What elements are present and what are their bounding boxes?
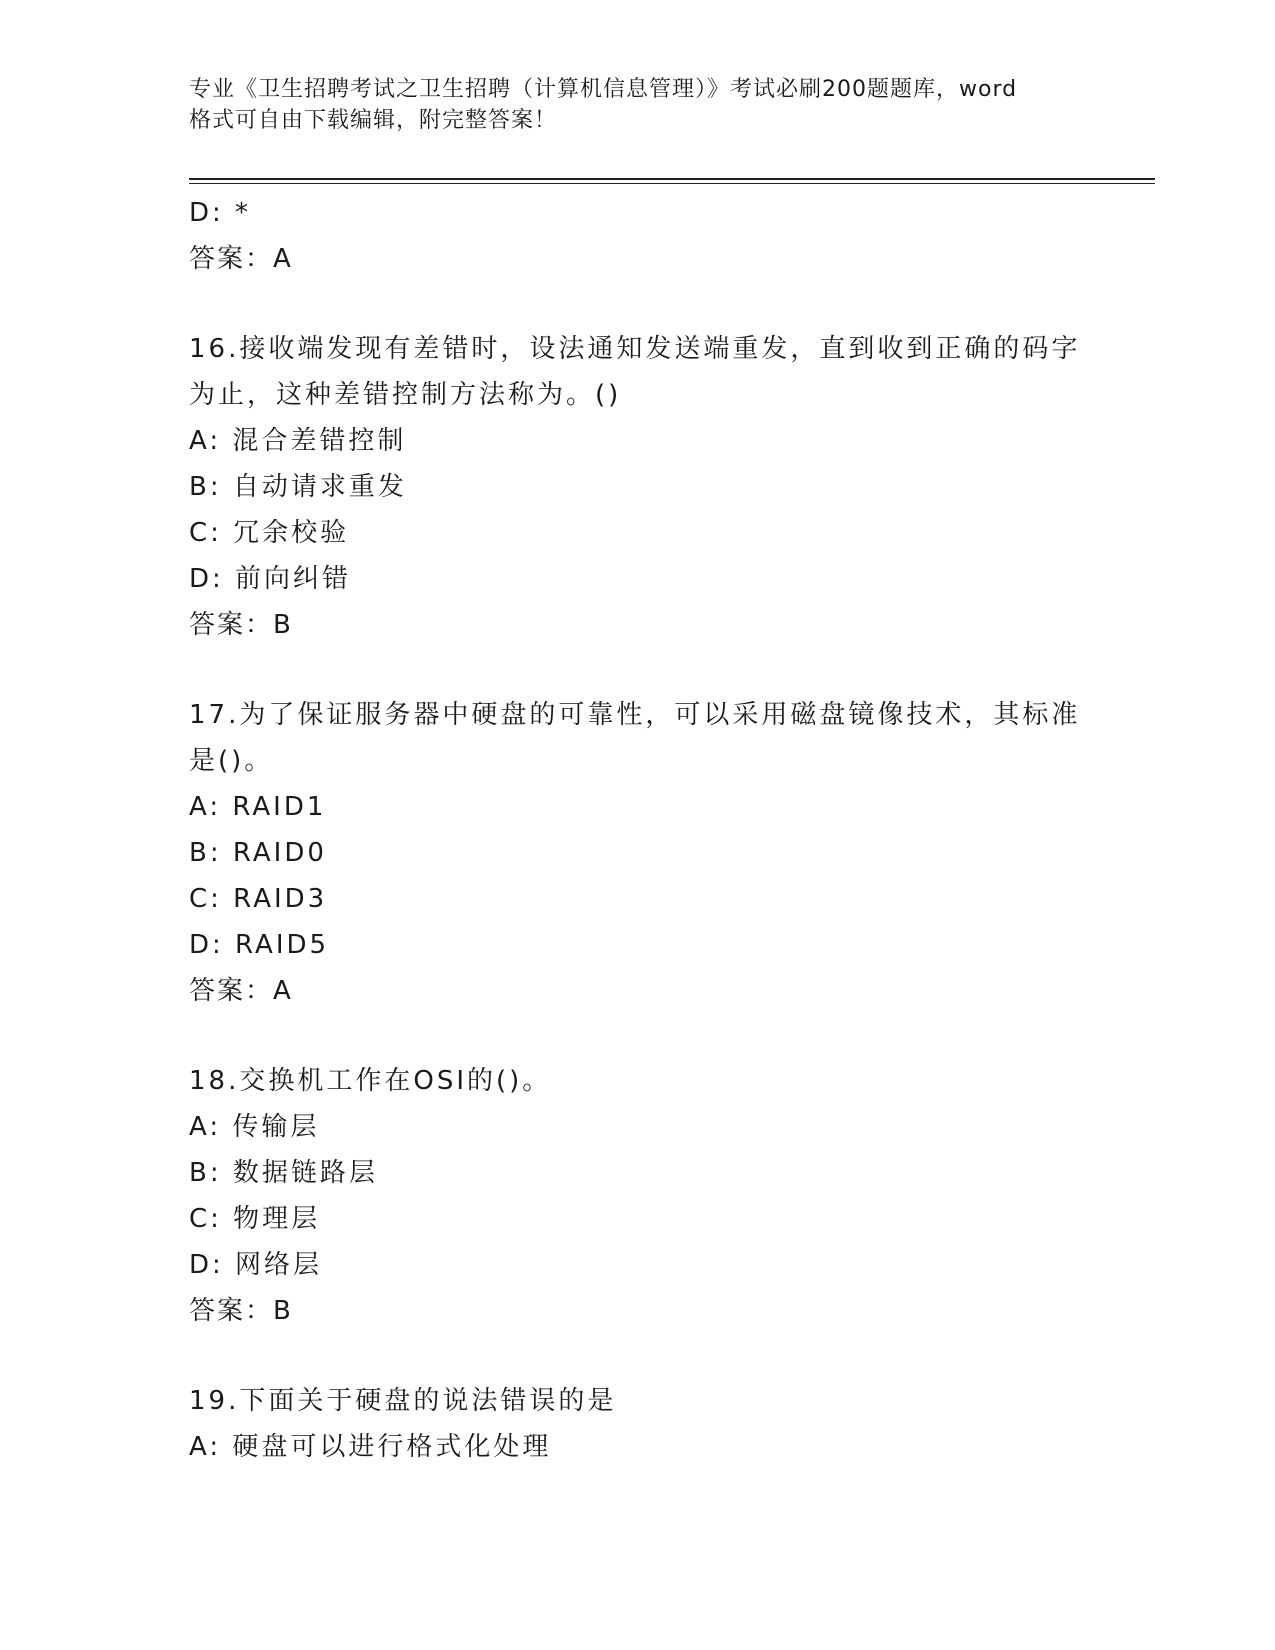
header-title-line-1: 专业《卫生招聘考试之卫生招聘（计算机信息管理）》考试必刷200题题库，word [189,77,1018,102]
question-block-19 [189,1378,1089,1470]
question-text-line-1: 16.接收端发现有差错时，设法通知发送端重发，直到收到正确的码字 [189,334,1081,364]
question-block-17 [189,692,1089,1014]
option-b: B: 数据链路层 [189,1158,378,1188]
question-text-line-2: 是()。 [189,746,274,776]
question-text-line-2: 为止，这种差错控制方法称为。() [189,380,622,410]
question-text-line-1: 19.下面关于硬盘的说法错误的是 [189,1386,617,1416]
option-d: D: 前向纠错 [189,564,352,594]
question-text-line-1: 18.交换机工作在OSI的()。 [189,1066,552,1096]
option-a: A: RAID1 [189,792,327,822]
answer-line: 答案：B [189,610,293,640]
answer-line: 答案：A [189,244,293,274]
option-b: B: RAID0 [189,838,327,868]
header-title-line-2: 格式可自由下载编辑，附完整答案！ [189,108,558,133]
question-block-15 [189,190,1089,282]
header-divider-thin [189,183,1155,184]
question-block-16 [189,326,1089,648]
option-a: A: 传输层 [189,1112,320,1142]
spacer [189,648,1089,692]
option-b: B: 自动请求重发 [189,472,407,502]
answer-line: 答案：A [189,976,293,1006]
spacer [189,1334,1089,1378]
option-d: D: 网络层 [189,1250,323,1280]
option-a: A: 混合差错控制 [189,426,407,456]
option-c: C: RAID3 [189,884,328,914]
option-a: A: 硬盘可以进行格式化处理 [189,1432,552,1462]
spacer [189,1014,1089,1058]
option-c: C: 冗余校验 [189,518,350,548]
option-c: C: 物理层 [189,1204,321,1234]
spacer [189,282,1089,326]
document-header [189,74,1089,136]
option-d: D: * [189,198,252,228]
question-block-18 [189,1058,1089,1334]
option-d: D: RAID5 [189,930,330,960]
question-list [189,190,1089,1470]
answer-line: 答案：B [189,1296,293,1326]
header-divider-thick [189,178,1155,180]
question-text-line-1: 17.为了保证服务器中硬盘的可靠性，可以采用磁盘镜像技术，其标准 [189,700,1081,730]
